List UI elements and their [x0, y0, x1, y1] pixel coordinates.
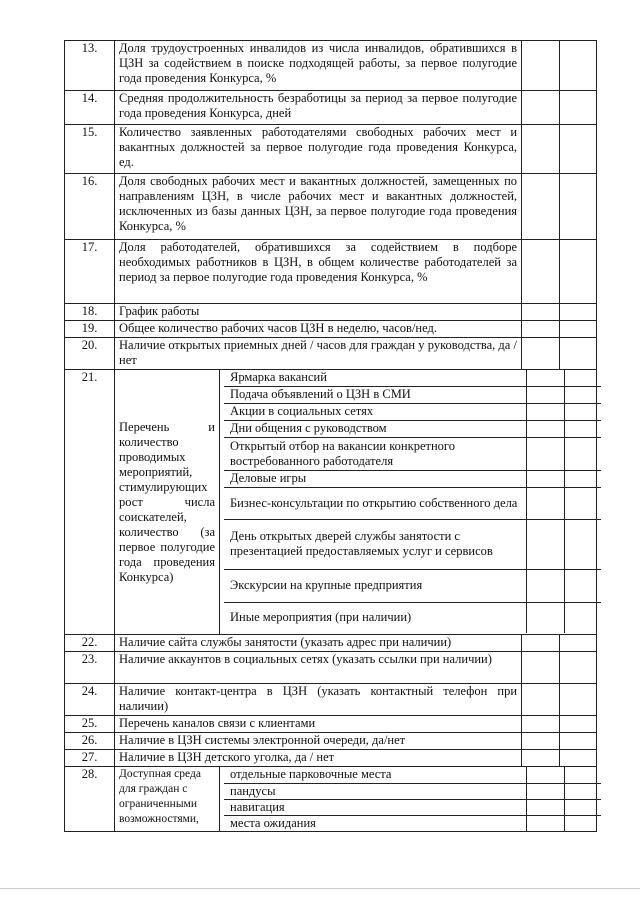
value-cell — [560, 304, 597, 321]
table-row — [65, 125, 597, 174]
row-number: 19. — [65, 321, 115, 338]
activity-row — [224, 602, 601, 633]
value-cell — [560, 733, 597, 750]
activity-row — [224, 437, 601, 470]
row-number: 17. — [65, 240, 115, 304]
value-cell — [560, 91, 597, 125]
row-text: Наличие открытых приемных дней / часов для граждан у руководства, да / нет — [115, 338, 522, 370]
accessibility-subtable — [224, 767, 601, 831]
table-row — [65, 750, 597, 767]
accessibility-item: пандусы — [224, 783, 526, 799]
value-cell — [560, 684, 597, 716]
activity-row — [224, 569, 601, 602]
value-cell — [522, 684, 560, 716]
row-number: 28. — [65, 767, 115, 832]
table-row — [65, 321, 597, 338]
table-row-activities — [65, 370, 597, 635]
row-text: Наличие аккаунтов в социальных сетях (указать ссылки при наличии) — [115, 652, 522, 684]
accessibility-item: отдельные парковочные места — [224, 767, 526, 783]
value-cell — [560, 652, 597, 684]
activity-item: Ярмарка вакансий — [224, 370, 526, 386]
table-row — [65, 716, 597, 733]
table-row — [65, 635, 597, 652]
activities-subtable — [224, 370, 601, 633]
activity-item: Дни общения с руководством — [224, 420, 526, 437]
value-cell — [522, 91, 560, 125]
row-text: Наличие контакт-центра в ЦЗН (указать контактный телефон при наличии) — [115, 684, 522, 716]
row-number: 26. — [65, 733, 115, 750]
accessibility-label — [115, 767, 220, 832]
row-text: Наличие в ЦЗН детского уголка, да / нет — [115, 750, 522, 767]
accessibility-item: места ожидания — [230, 815, 316, 830]
row-text: Наличие в ЦЗН системы электронной очереди, да/нет — [115, 733, 522, 750]
row-text: Доля работодателей, обратившихся за содействием в подборе необходимых работников в ЦЗН, в общем количестве работодателей за период за первое полугодие года проведения Конкурса, % — [115, 240, 522, 304]
row-number: 23. — [65, 652, 115, 684]
row-number: 20. — [65, 338, 115, 370]
row-text: Доля свободных рабочих мест и вакантных должностей, замещенных по направлениям ЦЗН, в числе рабочих мест и вакантных должностей, исключенных из базы данных ЦЗН, за первое полугодие года проведения Конкурса, % — [115, 174, 522, 240]
row-text: Доля трудоустроенных инвалидов из числа инвалидов, обратившихся в ЦЗН за содействием в поиске подходящей работы, за первое полугодие года проведения Конкурса, % — [115, 41, 522, 91]
value-cell — [560, 716, 597, 733]
row-text: Наличие сайта службы занятости (указать адрес при наличии) — [115, 635, 522, 652]
accessibility-item: навигация — [224, 799, 526, 815]
value-cell — [522, 635, 560, 652]
value-cell — [560, 41, 597, 91]
row-text: Перечень каналов связи с клиентами — [115, 716, 522, 733]
activities-list — [220, 370, 597, 635]
value-cell — [522, 733, 560, 750]
page-edge-divider — [0, 888, 640, 889]
criteria-table — [64, 40, 597, 832]
value-cell — [560, 750, 597, 767]
value-cell — [522, 125, 560, 174]
value-cell — [522, 652, 560, 684]
activities-label-text: Перечень и количество проводимых мероприятий, стимулирующих рост числа соискателей, количество (за первое полугодие года проведения Конкурса) — [119, 419, 215, 584]
table-row — [65, 91, 597, 125]
table-row — [65, 174, 597, 240]
table-row — [65, 338, 597, 370]
activity-item: Иные мероприятия (при наличии) — [230, 610, 412, 625]
table-row — [65, 240, 597, 304]
activity-row — [224, 403, 601, 420]
value-cell — [560, 338, 597, 370]
activity-row — [224, 487, 601, 519]
value-cell — [560, 240, 597, 304]
activity-item: Бизнес-консультации по открытию собственного дела — [224, 487, 526, 519]
activity-row — [224, 386, 601, 403]
accessibility-row — [224, 783, 601, 799]
row-text: График работы — [115, 304, 522, 321]
activity-row — [224, 370, 601, 386]
value-cell — [522, 304, 560, 321]
row-number: 24. — [65, 684, 115, 716]
row-text: Средняя продолжительность безработицы за период за первое полугодие года проведения Конкурса, дней — [115, 91, 522, 125]
row-number: 14. — [65, 91, 115, 125]
value-cell — [522, 174, 560, 240]
activity-item: День открытых дверей службы занятости с презентацией предоставляемых услуг и сервисов — [224, 519, 526, 569]
activity-item: Акции в социальных сетях — [224, 403, 526, 420]
value-cell — [560, 635, 597, 652]
accessibility-row — [224, 815, 601, 831]
accessibility-row — [224, 767, 601, 783]
table-row — [65, 652, 597, 684]
row-number: 15. — [65, 125, 115, 174]
accessibility-list — [220, 767, 597, 832]
value-cell — [560, 321, 597, 338]
row-number: 25. — [65, 716, 115, 733]
row-number: 27. — [65, 750, 115, 767]
activity-item: Открытый отбор на вакансии конкретного востребованного работодателя — [224, 437, 526, 470]
value-cell — [522, 716, 560, 733]
table-row — [65, 304, 597, 321]
accessibility-row — [224, 799, 601, 815]
accessibility-label-text: Доступная среда для граждан с ограниченными возможностями, — [119, 768, 201, 825]
row-number: 16. — [65, 174, 115, 240]
row-number: 13. — [65, 41, 115, 91]
activity-item: Подача объявлений о ЦЗН в СМИ — [224, 386, 526, 403]
activity-row — [224, 420, 601, 437]
value-cell — [560, 125, 597, 174]
row-text: Количество заявленных работодателями свободных рабочих мест и вакантных должностей за первое полугодие года проведения Конкурса, ед. — [115, 125, 522, 174]
value-cell — [522, 338, 560, 370]
activity-row — [224, 519, 601, 569]
row-text: Общее количество рабочих часов ЦЗН в неделю, часов/нед. — [115, 321, 522, 338]
activity-row — [224, 470, 601, 487]
table-row — [65, 41, 597, 91]
value-cell — [522, 750, 560, 767]
activities-label — [115, 370, 220, 635]
table-row — [65, 684, 597, 716]
row-number: 18. — [65, 304, 115, 321]
table-row-accessibility — [65, 767, 597, 832]
value-cell — [522, 321, 560, 338]
row-number: 21. — [65, 370, 115, 635]
value-cell — [522, 240, 560, 304]
value-cell — [560, 174, 597, 240]
table-row — [65, 733, 597, 750]
value-cell — [522, 41, 560, 91]
row-number: 22. — [65, 635, 115, 652]
activity-item: Деловые игры — [224, 470, 526, 487]
activity-item: Экскурсии на крупные предприятия — [224, 569, 526, 602]
